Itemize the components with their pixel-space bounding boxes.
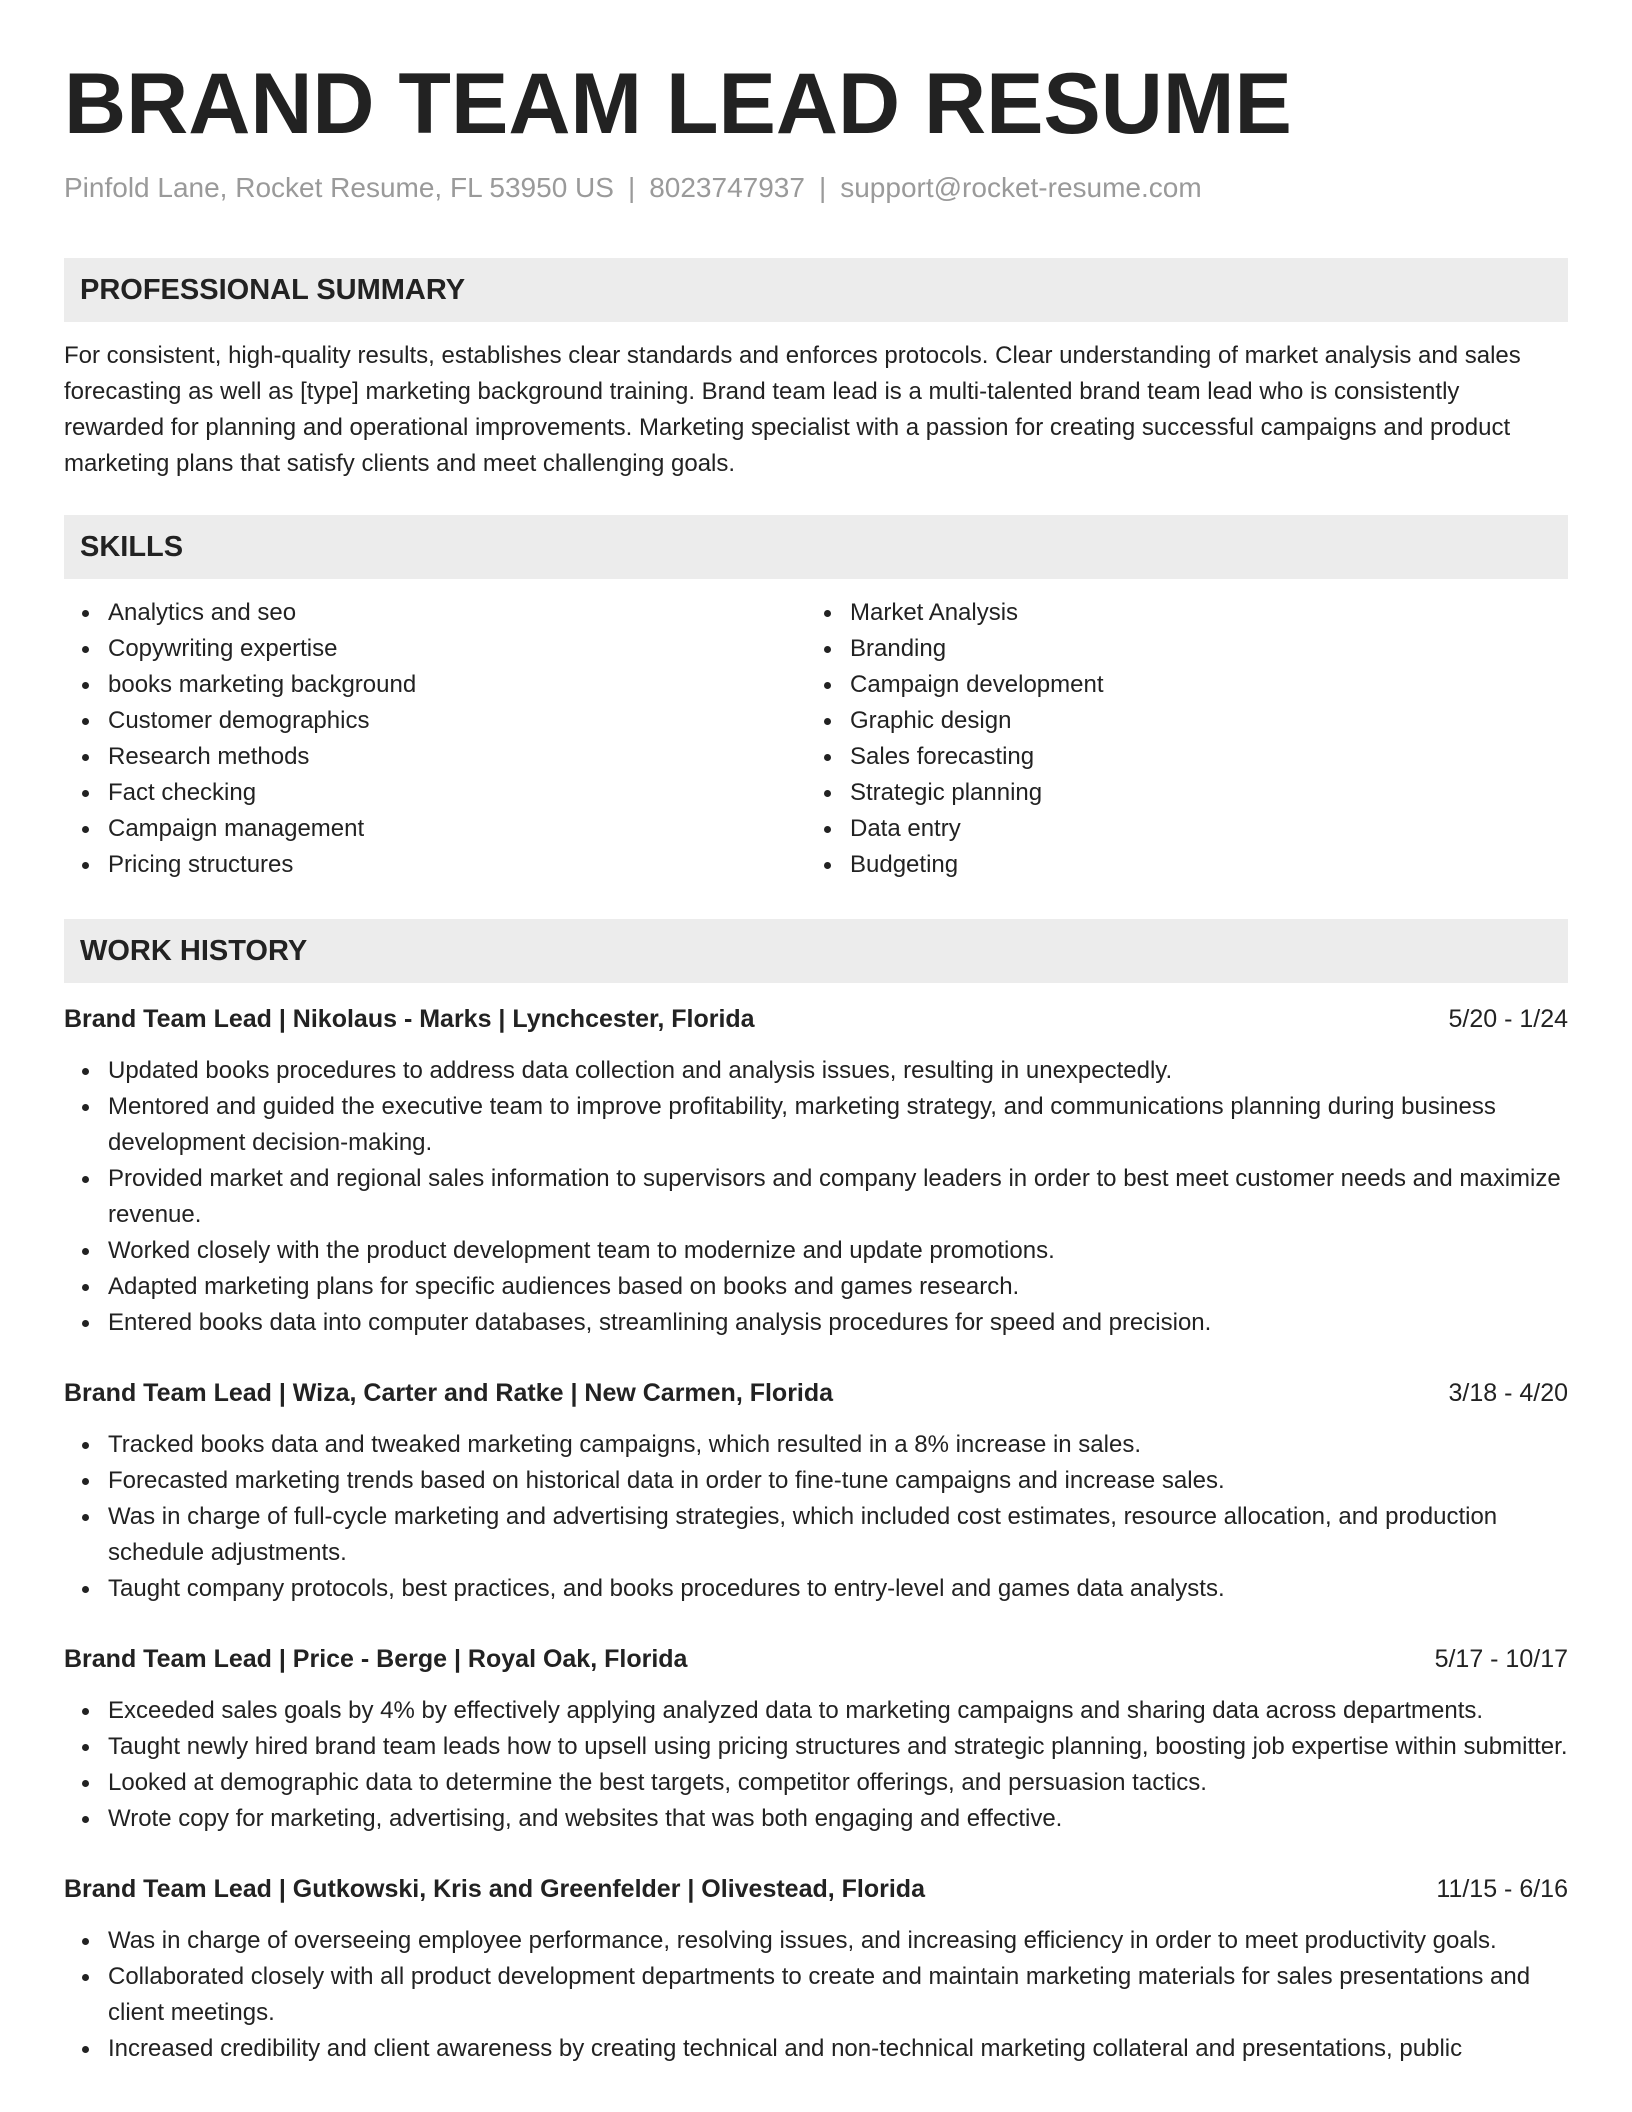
resume-page bbox=[64, 0, 1568, 2067]
job-bullet: Tracked books data and tweaked marketing campaigns, which resulted in a 8% increase in sales. bbox=[108, 1427, 1568, 1463]
job-bullet: Exceeded sales goals by 4% by effectively applying analyzed data to marketing campaigns and sharing data across departments. bbox=[108, 1693, 1568, 1729]
skills-column-right bbox=[806, 595, 1548, 883]
job-bullet: Increased credibility and client awareness by creating technical and non-technical marketing collateral and presentations, public bbox=[108, 2031, 1568, 2067]
skill-item: Strategic planning bbox=[850, 775, 1548, 811]
job-dates: 5/20 - 1/24 bbox=[1448, 1005, 1568, 1033]
job-bullet: Adapted marketing plans for specific audiences based on books and games research. bbox=[108, 1269, 1568, 1305]
contact-line bbox=[64, 170, 1568, 206]
summary-heading: PROFESSIONAL SUMMARY bbox=[64, 258, 1568, 322]
skill-item: Pricing structures bbox=[108, 847, 806, 883]
job-bullet: Was in charge of full-cycle marketing and advertising strategies, which included cost estimates, resource allocation, and production schedule adjustments. bbox=[108, 1499, 1568, 1571]
job-bullet: Entered books data into computer databases, streamlining analysis procedures for speed and precision. bbox=[108, 1305, 1568, 1341]
job-bullets bbox=[64, 1053, 1568, 1341]
job-bullet: Taught company protocols, best practices, and books procedures to entry-level and games data analysts. bbox=[108, 1571, 1568, 1607]
contact-separator: | bbox=[818, 172, 827, 203]
skill-item: Copywriting expertise bbox=[108, 631, 806, 667]
job-header bbox=[64, 1641, 1568, 1677]
skills-heading: SKILLS bbox=[64, 515, 1568, 579]
skills-column-left bbox=[64, 595, 806, 883]
skills-list bbox=[64, 595, 1568, 883]
job-entry bbox=[64, 1001, 1568, 1341]
contact-address: Pinfold Lane, Rocket Resume, FL 53950 US bbox=[64, 172, 614, 203]
job-bullet: Updated books procedures to address data collection and analysis issues, resulting in unexpectedly. bbox=[108, 1053, 1568, 1089]
job-title: Brand Team Lead | Wiza, Carter and Ratke | New Carmen, Florida bbox=[64, 1379, 834, 1407]
job-bullet: Collaborated closely with all product development departments to create and maintain marketing materials for sales presentations and client meetings. bbox=[108, 1959, 1568, 2031]
job-title: Brand Team Lead | Gutkowski, Kris and Greenfelder | Olivestead, Florida bbox=[64, 1875, 925, 1903]
skill-item: Research methods bbox=[108, 739, 806, 775]
skill-item: Data entry bbox=[850, 811, 1548, 847]
job-bullet: Taught newly hired brand team leads how to upsell using pricing structures and strategic planning, boosting job expertise within submitter. bbox=[108, 1729, 1568, 1765]
job-bullet: Mentored and guided the executive team to improve profitability, marketing strategy, and communications planning during business development decision-making. bbox=[108, 1089, 1568, 1161]
skill-item: Customer demographics bbox=[108, 703, 806, 739]
contact-email: support@rocket-resume.com bbox=[840, 172, 1202, 203]
job-bullet: Wrote copy for marketing, advertising, and websites that was both engaging and effective. bbox=[108, 1801, 1568, 1837]
job-header bbox=[64, 1375, 1568, 1411]
job-bullet: Provided market and regional sales information to supervisors and company leaders in order to best meet customer needs and maximize revenue. bbox=[108, 1161, 1568, 1233]
job-entry bbox=[64, 1375, 1568, 1607]
skill-item: Budgeting bbox=[850, 847, 1548, 883]
job-dates: 11/15 - 6/16 bbox=[1436, 1875, 1568, 1903]
job-dates: 5/17 - 10/17 bbox=[1434, 1645, 1568, 1673]
job-title: Brand Team Lead | Nikolaus - Marks | Lynchcester, Florida bbox=[64, 1005, 755, 1033]
resume-title: BRAND TEAM LEAD RESUME bbox=[64, 56, 1292, 152]
job-bullet: Looked at demographic data to determine the best targets, competitor offerings, and persuasion tactics. bbox=[108, 1765, 1568, 1801]
contact-separator: | bbox=[627, 172, 636, 203]
job-bullets bbox=[64, 1923, 1568, 2067]
job-entry bbox=[64, 1641, 1568, 1837]
skill-item: Sales forecasting bbox=[850, 739, 1548, 775]
work-history-heading: WORK HISTORY bbox=[64, 919, 1568, 983]
job-bullets bbox=[64, 1427, 1568, 1607]
job-title: Brand Team Lead | Price - Berge | Royal Oak, Florida bbox=[64, 1645, 688, 1673]
skill-item: Market Analysis bbox=[850, 595, 1548, 631]
job-entry bbox=[64, 1871, 1568, 2067]
skill-item: Branding bbox=[850, 631, 1548, 667]
job-header bbox=[64, 1871, 1568, 1907]
skill-item: Graphic design bbox=[850, 703, 1548, 739]
job-dates: 3/18 - 4/20 bbox=[1448, 1379, 1568, 1407]
skill-item: Campaign management bbox=[108, 811, 806, 847]
summary-text: For consistent, high-quality results, establishes clear standards and enforces protocols. Clear understanding of market analysis and sales forecasting as well as [type] marketing background training. Brand team lead is a multi-talented brand team lead who is consistently rewarded for planning and operational improvements. Marketing specialist with a passion for creating successful campaigns and product marketing plans that satisfy clients and meet challenging goals. bbox=[64, 342, 1521, 477]
skill-item: books marketing background bbox=[108, 667, 806, 703]
job-bullet: Forecasted marketing trends based on historical data in order to fine-tune campaigns and increase sales. bbox=[108, 1463, 1568, 1499]
skill-item: Fact checking bbox=[108, 775, 806, 811]
job-bullet: Was in charge of overseeing employee performance, resolving issues, and increasing efficiency in order to meet productivity goals. bbox=[108, 1923, 1568, 1959]
job-bullet: Worked closely with the product development team to modernize and update promotions. bbox=[108, 1233, 1568, 1269]
job-header bbox=[64, 1001, 1568, 1037]
contact-phone: 8023747937 bbox=[649, 172, 805, 203]
skill-item: Analytics and seo bbox=[108, 595, 806, 631]
skill-item: Campaign development bbox=[850, 667, 1548, 703]
job-bullets bbox=[64, 1693, 1568, 1837]
